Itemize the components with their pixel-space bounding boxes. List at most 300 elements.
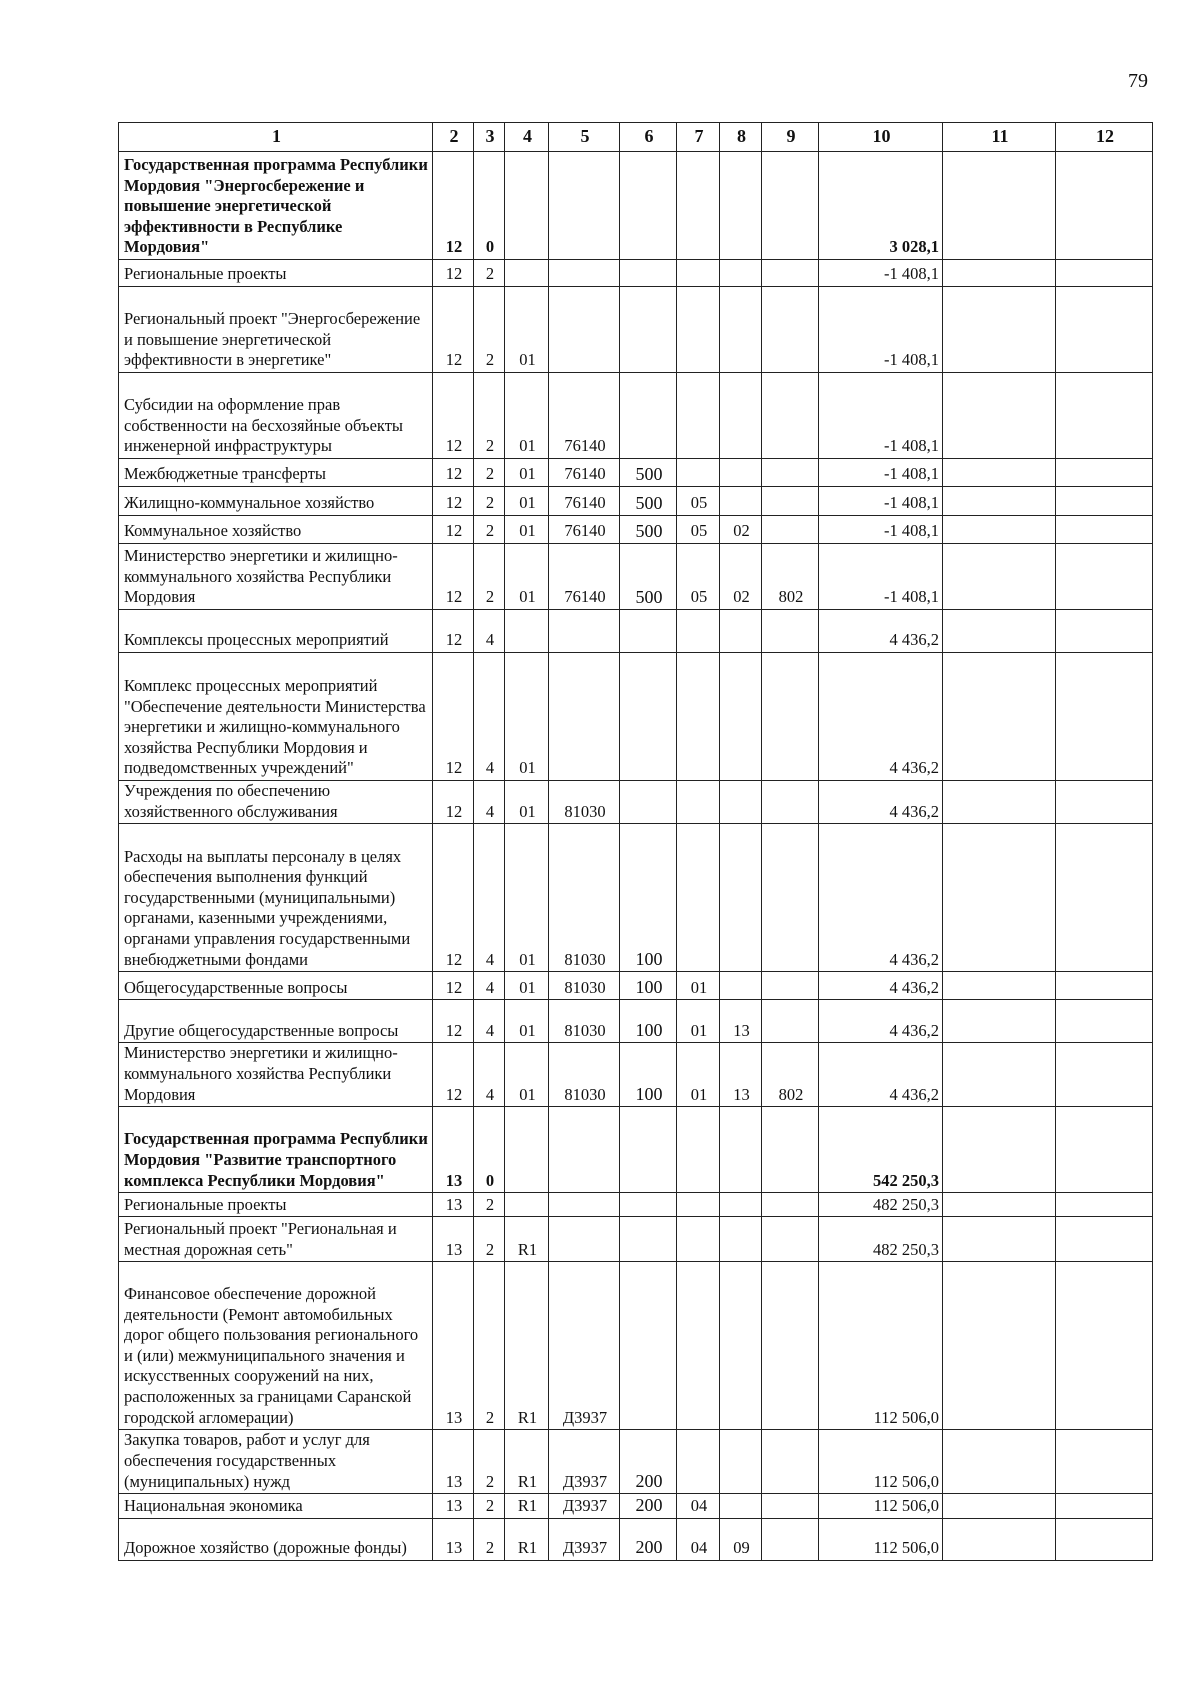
cell-subsection: 2 <box>474 1518 505 1560</box>
cell-section: 12 <box>433 373 474 459</box>
cell-program-code: R1 <box>505 1217 549 1262</box>
table-row <box>119 1043 1153 1107</box>
cell-ministry-code: 802 <box>762 1043 819 1107</box>
cell-amount: 112 506,0 <box>819 1262 943 1430</box>
cell-target-code <box>549 1193 620 1217</box>
cell-expense-type <box>620 781 677 824</box>
cell-col11 <box>943 1107 1056 1193</box>
cell-col11 <box>943 610 1056 653</box>
cell-col11 <box>943 1193 1056 1217</box>
cell-target-code: 76140 <box>549 373 620 459</box>
cell-col12 <box>1056 824 1153 972</box>
cell-subsection: 2 <box>474 544 505 610</box>
cell-ministry-code <box>762 610 819 653</box>
cell-col12 <box>1056 1217 1153 1262</box>
cell-name: Межбюджетные трансферты <box>119 459 433 487</box>
cell-target-code: 81030 <box>549 972 620 1000</box>
column-header-9: 9 <box>762 123 819 152</box>
cell-amount: 4 436,2 <box>819 653 943 781</box>
cell-section: 12 <box>433 516 474 544</box>
cell-target-code: Д3937 <box>549 1262 620 1430</box>
table-body <box>119 152 1153 1561</box>
page-number: 79 <box>1128 70 1148 92</box>
cell-subdivision <box>720 152 762 260</box>
cell-expense-type <box>620 653 677 781</box>
cell-subdivision: 13 <box>720 1000 762 1043</box>
cell-ministry-code <box>762 824 819 972</box>
cell-col11 <box>943 260 1056 287</box>
cell-ministry-code <box>762 1107 819 1193</box>
cell-subsection: 4 <box>474 972 505 1000</box>
cell-name: Региональный проект "Энергосбережение и повышение энергетической эффективности в энергетике" <box>119 287 433 373</box>
cell-subdivision: 02 <box>720 516 762 544</box>
column-header-11: 11 <box>943 123 1056 152</box>
column-header-3: 3 <box>474 123 505 152</box>
cell-section: 12 <box>433 544 474 610</box>
cell-target-code: 76140 <box>549 459 620 487</box>
cell-col12 <box>1056 1430 1153 1494</box>
cell-subdivision <box>720 1494 762 1519</box>
cell-program-code: 01 <box>505 653 549 781</box>
cell-program-code: 01 <box>505 459 549 487</box>
cell-subdivision <box>720 781 762 824</box>
cell-program-code: 01 <box>505 1043 549 1107</box>
cell-name: Расходы на выплаты персоналу в целях обеспечения выполнения функций государственными (муниципальными) органами, казенными учреждениями, органами управления государственными внебюджетными фондами <box>119 824 433 972</box>
cell-expense-type: 100 <box>620 1043 677 1107</box>
cell-section: 12 <box>433 653 474 781</box>
cell-col11 <box>943 487 1056 516</box>
cell-name: Учреждения по обеспечению хозяйственного обслуживания <box>119 781 433 824</box>
cell-amount: 4 436,2 <box>819 1043 943 1107</box>
column-header-12: 12 <box>1056 123 1153 152</box>
cell-amount: 112 506,0 <box>819 1518 943 1560</box>
cell-amount: -1 408,1 <box>819 373 943 459</box>
cell-division: 05 <box>677 516 720 544</box>
cell-subdivision <box>720 1217 762 1262</box>
cell-program-code <box>505 1107 549 1193</box>
cell-col11 <box>943 1043 1056 1107</box>
cell-col12 <box>1056 152 1153 260</box>
cell-col11 <box>943 781 1056 824</box>
table-row <box>119 1262 1153 1430</box>
table-row <box>119 373 1153 459</box>
cell-col12 <box>1056 1193 1153 1217</box>
cell-section: 13 <box>433 1193 474 1217</box>
cell-subdivision <box>720 459 762 487</box>
table-row <box>119 1494 1153 1519</box>
table-row <box>119 1000 1153 1043</box>
cell-name: Национальная экономика <box>119 1494 433 1519</box>
cell-expense-type: 100 <box>620 824 677 972</box>
cell-ministry-code <box>762 1430 819 1494</box>
cell-subdivision <box>720 1430 762 1494</box>
cell-ministry-code <box>762 152 819 260</box>
cell-amount: 542 250,3 <box>819 1107 943 1193</box>
cell-program-code: 01 <box>505 972 549 1000</box>
cell-col11 <box>943 1518 1056 1560</box>
cell-name: Закупка товаров, работ и услуг для обеспечения государственных (муниципальных) нужд <box>119 1430 433 1494</box>
cell-subsection: 2 <box>474 1217 505 1262</box>
cell-col12 <box>1056 610 1153 653</box>
cell-amount: -1 408,1 <box>819 516 943 544</box>
table-row <box>119 972 1153 1000</box>
cell-subdivision <box>720 1107 762 1193</box>
cell-section: 12 <box>433 152 474 260</box>
cell-amount: 112 506,0 <box>819 1430 943 1494</box>
cell-col11 <box>943 459 1056 487</box>
table-row <box>119 1107 1153 1193</box>
cell-subsection: 2 <box>474 459 505 487</box>
table-row <box>119 544 1153 610</box>
cell-division: 01 <box>677 972 720 1000</box>
cell-col12 <box>1056 1262 1153 1430</box>
cell-col12 <box>1056 1107 1153 1193</box>
cell-section: 13 <box>433 1518 474 1560</box>
cell-name: Министерство энергетики и жилищно-коммунального хозяйства Республики Мордовия <box>119 1043 433 1107</box>
cell-col11 <box>943 1430 1056 1494</box>
cell-ministry-code <box>762 653 819 781</box>
cell-target-code <box>549 610 620 653</box>
cell-col12 <box>1056 1494 1153 1519</box>
table-row <box>119 516 1153 544</box>
cell-col12 <box>1056 459 1153 487</box>
cell-ministry-code <box>762 1217 819 1262</box>
cell-section: 12 <box>433 1000 474 1043</box>
cell-expense-type: 500 <box>620 544 677 610</box>
cell-expense-type <box>620 1193 677 1217</box>
cell-division <box>677 1193 720 1217</box>
cell-subsection: 4 <box>474 1000 505 1043</box>
cell-program-code: R1 <box>505 1430 549 1494</box>
cell-section: 13 <box>433 1494 474 1519</box>
cell-target-code <box>549 1107 620 1193</box>
cell-subdivision <box>720 487 762 516</box>
cell-expense-type <box>620 152 677 260</box>
cell-target-code <box>549 152 620 260</box>
cell-subsection: 4 <box>474 1043 505 1107</box>
column-header-6: 6 <box>620 123 677 152</box>
cell-subdivision <box>720 1193 762 1217</box>
cell-program-code <box>505 1193 549 1217</box>
cell-ministry-code <box>762 287 819 373</box>
table-row <box>119 1217 1153 1262</box>
cell-col11 <box>943 152 1056 260</box>
cell-expense-type: 100 <box>620 1000 677 1043</box>
cell-name: Региональные проекты <box>119 260 433 287</box>
column-header-7: 7 <box>677 123 720 152</box>
cell-expense-type <box>620 1217 677 1262</box>
cell-division <box>677 1217 720 1262</box>
cell-ministry-code <box>762 260 819 287</box>
cell-amount: 482 250,3 <box>819 1193 943 1217</box>
cell-subsection: 2 <box>474 1494 505 1519</box>
cell-col12 <box>1056 1043 1153 1107</box>
cell-subsection: 4 <box>474 610 505 653</box>
cell-target-code <box>549 1217 620 1262</box>
cell-name: Общегосударственные вопросы <box>119 972 433 1000</box>
cell-division <box>677 610 720 653</box>
cell-expense-type: 500 <box>620 487 677 516</box>
cell-section: 12 <box>433 610 474 653</box>
cell-program-code: 01 <box>505 824 549 972</box>
cell-program-code <box>505 610 549 653</box>
table-header-row <box>119 123 1153 152</box>
cell-program-code: 01 <box>505 487 549 516</box>
cell-amount: -1 408,1 <box>819 487 943 516</box>
table-row <box>119 824 1153 972</box>
cell-name: Государственная программа Республики Мордовия "Энергосбережение и повышение энергетической эффективности в Республике Мордовия" <box>119 152 433 260</box>
cell-col12 <box>1056 972 1153 1000</box>
cell-col12 <box>1056 781 1153 824</box>
cell-subsection: 0 <box>474 152 505 260</box>
cell-target-code: 76140 <box>549 487 620 516</box>
cell-subdivision: 09 <box>720 1518 762 1560</box>
cell-amount: 4 436,2 <box>819 781 943 824</box>
cell-ministry-code <box>762 972 819 1000</box>
table-row <box>119 1193 1153 1217</box>
cell-name: Государственная программа Республики Мордовия "Развитие транспортного комплекса Республики Мордовия" <box>119 1107 433 1193</box>
cell-expense-type: 100 <box>620 972 677 1000</box>
cell-col12 <box>1056 373 1153 459</box>
cell-expense-type: 200 <box>620 1518 677 1560</box>
cell-col11 <box>943 544 1056 610</box>
cell-amount: -1 408,1 <box>819 544 943 610</box>
cell-subdivision: 13 <box>720 1043 762 1107</box>
cell-amount: -1 408,1 <box>819 287 943 373</box>
cell-program-code: 01 <box>505 287 549 373</box>
cell-amount: -1 408,1 <box>819 260 943 287</box>
cell-subsection: 2 <box>474 1430 505 1494</box>
cell-expense-type <box>620 1107 677 1193</box>
cell-amount: 112 506,0 <box>819 1494 943 1519</box>
cell-subdivision <box>720 610 762 653</box>
cell-division <box>677 824 720 972</box>
cell-target-code: 76140 <box>549 544 620 610</box>
cell-division <box>677 373 720 459</box>
cell-section: 12 <box>433 260 474 287</box>
cell-name: Министерство энергетики и жилищно-коммунального хозяйства Республики Мордовия <box>119 544 433 610</box>
cell-subdivision <box>720 373 762 459</box>
column-header-5: 5 <box>549 123 620 152</box>
cell-ministry-code <box>762 1262 819 1430</box>
column-header-1: 1 <box>119 123 433 152</box>
cell-name: Другие общегосударственные вопросы <box>119 1000 433 1043</box>
table-row <box>119 1430 1153 1494</box>
cell-col11 <box>943 373 1056 459</box>
cell-col12 <box>1056 653 1153 781</box>
cell-division <box>677 1262 720 1430</box>
cell-target-code: 81030 <box>549 1043 620 1107</box>
cell-col11 <box>943 1000 1056 1043</box>
cell-division <box>677 781 720 824</box>
cell-expense-type <box>620 287 677 373</box>
cell-ministry-code <box>762 1000 819 1043</box>
cell-division <box>677 1107 720 1193</box>
cell-ministry-code <box>762 1193 819 1217</box>
cell-subsection: 2 <box>474 1262 505 1430</box>
cell-ministry-code <box>762 516 819 544</box>
cell-section: 12 <box>433 487 474 516</box>
cell-division <box>677 152 720 260</box>
cell-section: 13 <box>433 1217 474 1262</box>
cell-col12 <box>1056 287 1153 373</box>
cell-subdivision: 02 <box>720 544 762 610</box>
cell-col12 <box>1056 260 1153 287</box>
cell-name: Региональный проект "Региональная и местная дорожная сеть" <box>119 1217 433 1262</box>
cell-program-code: 01 <box>505 544 549 610</box>
cell-division: 05 <box>677 487 720 516</box>
cell-section: 12 <box>433 287 474 373</box>
budget-table <box>118 122 1153 1561</box>
cell-amount: 482 250,3 <box>819 1217 943 1262</box>
cell-name: Жилищно-коммунальное хозяйство <box>119 487 433 516</box>
cell-subdivision <box>720 260 762 287</box>
cell-subsection: 2 <box>474 373 505 459</box>
cell-amount: -1 408,1 <box>819 459 943 487</box>
cell-division: 04 <box>677 1518 720 1560</box>
cell-name: Региональные проекты <box>119 1193 433 1217</box>
cell-ministry-code <box>762 1518 819 1560</box>
column-header-8: 8 <box>720 123 762 152</box>
cell-expense-type: 200 <box>620 1430 677 1494</box>
cell-expense-type <box>620 610 677 653</box>
cell-col12 <box>1056 544 1153 610</box>
cell-target-code: 81030 <box>549 781 620 824</box>
cell-subsection: 4 <box>474 824 505 972</box>
cell-col11 <box>943 1494 1056 1519</box>
cell-section: 13 <box>433 1107 474 1193</box>
cell-division <box>677 459 720 487</box>
cell-subsection: 2 <box>474 260 505 287</box>
cell-program-code: R1 <box>505 1518 549 1560</box>
cell-program-code: R1 <box>505 1494 549 1519</box>
cell-program-code: R1 <box>505 1262 549 1430</box>
cell-subsection: 2 <box>474 1193 505 1217</box>
cell-division <box>677 1430 720 1494</box>
cell-division: 01 <box>677 1043 720 1107</box>
cell-ministry-code <box>762 459 819 487</box>
cell-name: Дорожное хозяйство (дорожные фонды) <box>119 1518 433 1560</box>
cell-division <box>677 260 720 287</box>
column-header-2: 2 <box>433 123 474 152</box>
cell-ministry-code <box>762 487 819 516</box>
cell-target-code: Д3937 <box>549 1518 620 1560</box>
cell-expense-type: 500 <box>620 516 677 544</box>
table-row <box>119 260 1153 287</box>
cell-program-code: 01 <box>505 516 549 544</box>
cell-col11 <box>943 1217 1056 1262</box>
cell-col12 <box>1056 1000 1153 1043</box>
cell-subsection: 4 <box>474 653 505 781</box>
cell-subsection: 2 <box>474 287 505 373</box>
cell-col11 <box>943 653 1056 781</box>
cell-name: Коммунальное хозяйство <box>119 516 433 544</box>
cell-col11 <box>943 824 1056 972</box>
cell-expense-type: 200 <box>620 1494 677 1519</box>
cell-expense-type <box>620 1262 677 1430</box>
table-row <box>119 1518 1153 1560</box>
cell-division <box>677 287 720 373</box>
cell-col11 <box>943 516 1056 544</box>
cell-expense-type <box>620 373 677 459</box>
cell-target-code: Д3937 <box>549 1430 620 1494</box>
cell-division <box>677 653 720 781</box>
cell-col11 <box>943 972 1056 1000</box>
cell-col11 <box>943 1262 1056 1430</box>
cell-program-code: 01 <box>505 1000 549 1043</box>
cell-expense-type: 500 <box>620 459 677 487</box>
cell-program-code <box>505 260 549 287</box>
cell-section: 13 <box>433 1430 474 1494</box>
cell-ministry-code: 802 <box>762 544 819 610</box>
cell-target-code: 81030 <box>549 824 620 972</box>
cell-subsection: 2 <box>474 516 505 544</box>
cell-amount: 3 028,1 <box>819 152 943 260</box>
cell-section: 12 <box>433 781 474 824</box>
cell-amount: 4 436,2 <box>819 972 943 1000</box>
cell-division: 01 <box>677 1000 720 1043</box>
cell-target-code: Д3937 <box>549 1494 620 1519</box>
cell-program-code <box>505 152 549 260</box>
cell-subdivision <box>720 972 762 1000</box>
cell-target-code <box>549 260 620 287</box>
cell-ministry-code <box>762 373 819 459</box>
cell-name: Комплексы процессных мероприятий <box>119 610 433 653</box>
cell-division: 04 <box>677 1494 720 1519</box>
table-row <box>119 781 1153 824</box>
column-header-4: 4 <box>505 123 549 152</box>
cell-subsection: 4 <box>474 781 505 824</box>
cell-target-code <box>549 287 620 373</box>
table-row <box>119 487 1153 516</box>
cell-name: Субсидии на оформление прав собственности на бесхозяйные объекты инженерной инфраструктуры <box>119 373 433 459</box>
table-row <box>119 152 1153 260</box>
cell-subdivision <box>720 824 762 972</box>
cell-name: Комплекс процессных мероприятий "Обеспечение деятельности Министерства энергетики и жилищно-коммунального хозяйства Республики Мордовия и подведомственных учреждений" <box>119 653 433 781</box>
cell-subsection: 0 <box>474 1107 505 1193</box>
cell-subdivision <box>720 1262 762 1430</box>
cell-subdivision <box>720 287 762 373</box>
cell-col11 <box>943 287 1056 373</box>
cell-target-code <box>549 653 620 781</box>
cell-col12 <box>1056 1518 1153 1560</box>
cell-amount: 4 436,2 <box>819 824 943 972</box>
cell-division: 05 <box>677 544 720 610</box>
cell-amount: 4 436,2 <box>819 1000 943 1043</box>
table-row <box>119 653 1153 781</box>
cell-col12 <box>1056 487 1153 516</box>
cell-amount: 4 436,2 <box>819 610 943 653</box>
cell-section: 12 <box>433 459 474 487</box>
cell-section: 12 <box>433 824 474 972</box>
cell-ministry-code <box>762 781 819 824</box>
table-row <box>119 287 1153 373</box>
cell-subsection: 2 <box>474 487 505 516</box>
cell-name: Финансовое обеспечение дорожной деятельности (Ремонт автомобильных дорог общего пользования регионального и (или) межмуниципального значения и искусственных сооружений на них, расположенных за границами Саранской городской агломерации) <box>119 1262 433 1430</box>
table-row <box>119 459 1153 487</box>
table-row <box>119 610 1153 653</box>
cell-program-code: 01 <box>505 373 549 459</box>
cell-section: 13 <box>433 1262 474 1430</box>
cell-section: 12 <box>433 1043 474 1107</box>
cell-program-code: 01 <box>505 781 549 824</box>
cell-expense-type <box>620 260 677 287</box>
cell-subdivision <box>720 653 762 781</box>
cell-section: 12 <box>433 972 474 1000</box>
cell-target-code: 81030 <box>549 1000 620 1043</box>
cell-ministry-code <box>762 1494 819 1519</box>
cell-col12 <box>1056 516 1153 544</box>
